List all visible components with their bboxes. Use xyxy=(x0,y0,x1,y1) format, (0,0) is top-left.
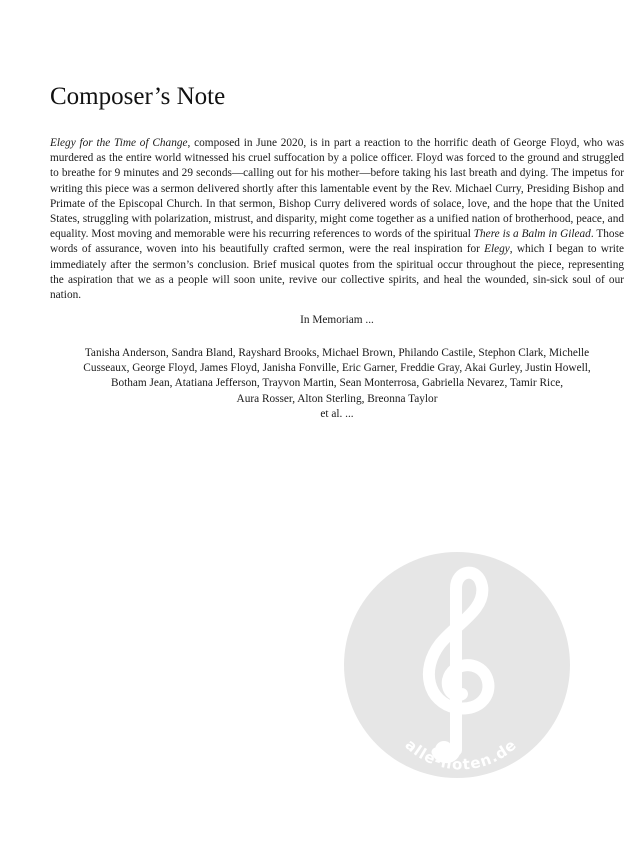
spiritual-title: There is a Balm in Gilead xyxy=(473,228,591,241)
page-title: Composer’s Note xyxy=(50,83,226,110)
paragraph-text-c: , which I began to write immediately after the sermon’s conclusion. Brief musical quotes from the spiritual occur throughout the piece, representing the aspiration that we as a people will soon unite, revive our collective spirits, and heal the wounded, sin-sick soul of our nation. xyxy=(50,243,624,302)
work-title: Elegy for the Time of Change xyxy=(50,137,188,149)
composer-note-paragraph xyxy=(50,136,624,303)
paragraph-text-a: , composed in June 2020, is in part a reaction to the horrific death of George Floyd, who was murdered as the entire world witnessed his cruel suffocation by a police officer. Floyd was forced to the ground and struggled to breathe for 9 minutes and 29 seconds—calling out for his mother—before taking his last breath and dying. The impetus for writing this piece was a sermon delivered shortly after this lamentable event by the Rev. Michael Curry, Presiding Bishop and Primate of the Episcopal Church. In that sermon, Bishop Curry delivered words of solace, love, and the hope that the United States, struggling with polarization, mistrust, and disparity, might come together as a unified nation of brotherhood, peace, and equality. Most moving and memorable were his recurring references to words of the spiritual xyxy=(50,137,624,241)
memoriam-line: Aura Rosser, Alton Sterling, Breonna Taylor xyxy=(236,392,438,405)
watermark-text: alle-noten.de xyxy=(401,735,521,774)
treble-clef-icon xyxy=(344,552,570,778)
memoriam-line: Botham Jean, Atatiana Jefferson, Trayvon Martin, Sean Monterrosa, Gabriella Nevarez, Tamir Rice, xyxy=(110,377,564,390)
memoriam-line: Cusseaux, George Floyd, James Floyd, Janisha Fonville, Eric Garner, Freddie Gray, Akai Gurley, Justin Howell, xyxy=(83,362,591,375)
work-title-short: Elegy xyxy=(484,243,510,256)
paragraph-text-b: . Those words of assurance, woven into his beautifully crafted sermon, were the real inspiration for xyxy=(50,228,624,256)
memoriam-heading: In Memoriam ... xyxy=(300,314,374,326)
memoriam-names xyxy=(50,346,624,422)
memoriam-line: Tanisha Anderson, Sandra Bland, Rayshard Brooks, Michael Brown, Philando Castile, Stephon Clark, Michelle xyxy=(84,347,590,359)
memoriam-line: et al. ... xyxy=(320,407,354,420)
